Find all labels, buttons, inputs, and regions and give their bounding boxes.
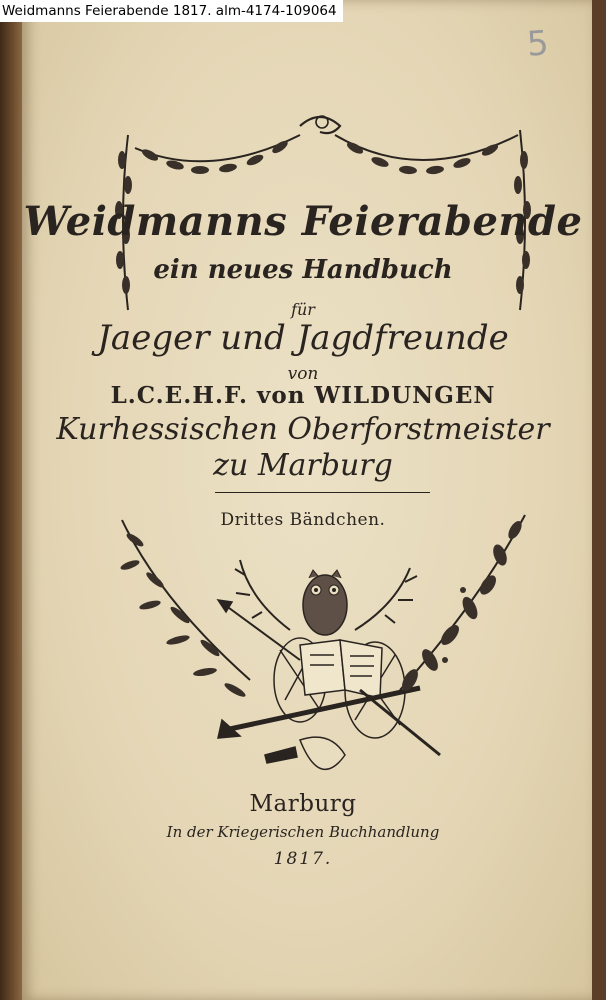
image-caption: Weidmanns Feierabende 1817. alm-4174-109064 [0, 0, 343, 22]
pencil-page-mark: 5 [525, 23, 551, 65]
book-subtitle: ein neues Handbuch [153, 255, 453, 285]
author-name: L.C.E.H.F. von WILDUNGEN [110, 382, 496, 409]
publication-place: Marburg [249, 791, 357, 817]
for-word: für [291, 300, 315, 319]
publisher-line: In der Kriegerischen Buchhandlung [166, 823, 440, 841]
audience-line: Jaeger und Jagdfreunde [97, 318, 509, 358]
author-office-line1: Kurhessischen Oberforstmeister [56, 412, 550, 447]
publication-year: 1817. [273, 849, 333, 869]
book-title: Weidmanns Feierabende [23, 198, 583, 245]
volume-label: Drittes Bändchen. [220, 510, 386, 530]
author-office-line2: zu Marburg [213, 448, 393, 483]
owl-illustration [303, 570, 347, 635]
by-word: von [287, 364, 319, 384]
